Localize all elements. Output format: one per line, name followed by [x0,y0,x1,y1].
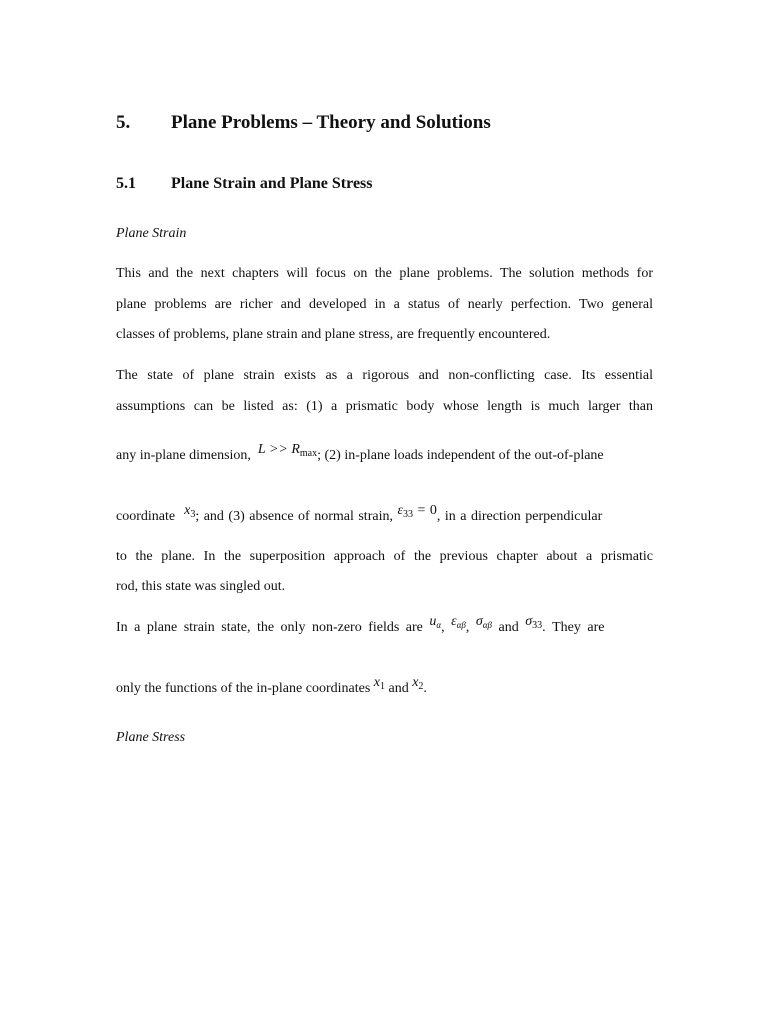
para3-line2: only the functions of the in-plane coordinates $x_1$ and $x_2$. [116,675,427,696]
symbol-sigma33: $\sigma_{33}$ [525,614,543,631]
para2-line5: to the plane. In the superposition approach of the previous chapter about a prismatic [116,549,653,564]
equation-L-much-greater-R: $L >> R_{max}$ [257,442,318,459]
para2-line3: any in-plane dimension, $L >> R_{max}$; (2) in-plane loads independent of the out-of-plane [116,442,604,463]
symbol-eps-alphabeta: $\varepsilon_{\alpha\beta}$ [451,614,466,630]
chapter-title: Plane Problems – Theory and Solutions [171,112,491,133]
section-title: Plane Strain and Plane Stress [171,175,373,192]
symbol-x2: $x_2$ [412,675,424,692]
para3-line1: In a plane strain state, the only non-zero fields are $u_\alpha$, $\varepsilon_{\alpha\beta}$, $\sigma_{\alpha\beta}$ and $\sigma_{33}$. They are [116,614,605,635]
equation-eps33-zero: $\varepsilon_{33} = 0$ [397,503,437,520]
subheading-plane-strain: Plane Strain [116,226,187,241]
para2-line4: coordinate $x_3$; and (3) absence of normal strain, $\varepsilon_{33} = 0$, in a direction perpendicular [116,503,603,524]
symbol-x1: $x_1$ [373,675,385,692]
para2-line2: assumptions can be listed as: (1) a prismatic body whose length is much larger than [116,399,653,414]
chapter-number: 5. [116,112,131,133]
symbol-u-alpha: $u_\alpha$ [429,614,442,630]
chapter-heading [116,112,653,134]
symbol-sigma-alphabeta: $\sigma_{\alpha\beta}$ [475,614,492,630]
subheading-plane-stress: Plane Stress [116,730,186,745]
section-heading [116,175,653,193]
para2-line6: rod, this state was singled out. [116,579,286,594]
para1-line3: classes of problems, plane strain and plane stress, are frequently encountered. [116,327,551,342]
para1-line1: This and the next chapters will focus on the plane problems. The solution methods for [116,266,653,281]
para1-line2: plane problems are richer and developed in a status of nearly perfection. Two general [116,297,653,312]
para2-line1: The state of plane strain exists as a rigorous and non-conflicting case. Its essential [116,368,653,383]
section-number: 5.1 [116,175,136,192]
symbol-x3: $x_3$ [184,503,196,520]
